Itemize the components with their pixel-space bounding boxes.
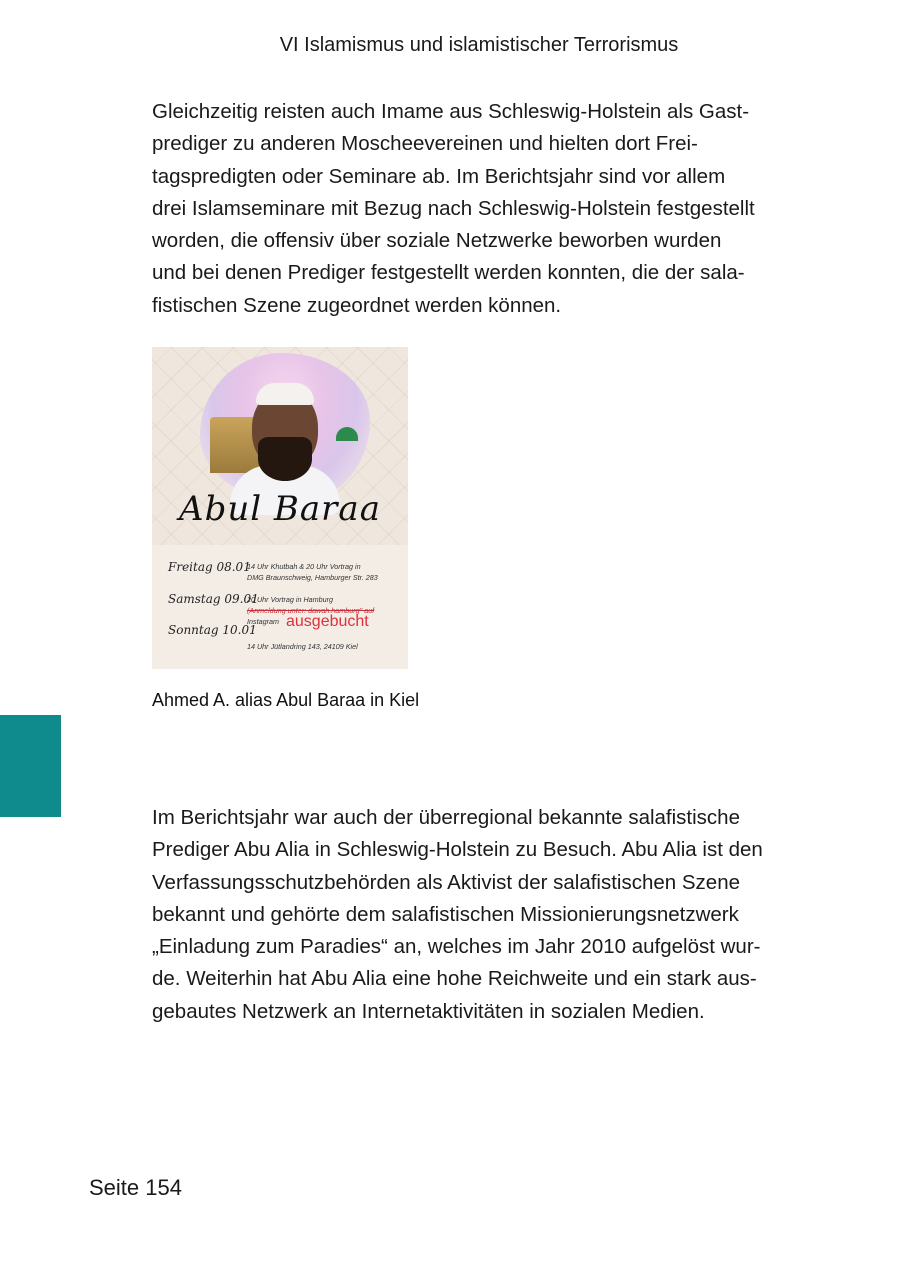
page-number: Seite 154 (89, 1175, 182, 1200)
body-paragraph-2 (152, 802, 812, 1028)
figure-caption: Ahmed A. alias Abul Baraa in Kiel (152, 690, 420, 710)
text-line: Gleichzeitig reisten auch Imame aus Schleswig-Holstein als Gast- (152, 100, 750, 123)
text-line: und bei denen Prediger festgestellt werden konnten, die der sala- (152, 261, 745, 285)
schedule-line: 14 Uhr Khutbah & 20 Uhr Vortrag in (247, 562, 361, 571)
schedule-day: Samstag 09.01 (168, 592, 259, 606)
schedule-line: DMG Braunschweig, Hamburger Str. 283 (247, 573, 378, 582)
booked-out-stamp: ausgebucht (286, 613, 369, 630)
text-line: tagspredigten oder Seminare ab. Im Berichtsjahr sind vor allem (152, 164, 726, 188)
text-line: worden, die offensiv über soziale Netzwerke beworben wurden (152, 229, 722, 253)
schedule-line: Instagram (247, 617, 279, 626)
text-line: bekannt und gehörte dem salafistischen Missionierungsnetzwerk (152, 902, 739, 926)
preacher-beard-graphic (258, 437, 312, 481)
text-line: Verfassungsschutzbehörden als Aktivist der salafistischen Szene (152, 870, 740, 894)
schedule-day: Sonntag 10.01 (168, 623, 257, 637)
text-line: Prediger Abu Alia in Schleswig-Holstein zu Besuch. Abu Alia ist den (152, 838, 763, 862)
text-line: gebautes Netzwerk an Internetaktivitäten in sozialen Medien. (152, 999, 705, 1023)
flyer-script-name: Abul Baraa (179, 489, 381, 529)
schedule-line: 14 Uhr Jütlandring 143, 24109 Kiel (247, 642, 358, 651)
schedule-line-struck: (Anmeldung unter: dawah.hamburg" auf (247, 606, 375, 615)
event-flyer-image (152, 347, 408, 669)
text-line: „Einladung zum Paradies“ an, welches im Jahr 2010 aufgelöst wur- (152, 935, 761, 959)
schedule-day: Freitag 08.01 (168, 560, 251, 574)
text-line: fistischen Szene zugeordnet werden können. (152, 293, 562, 317)
schedule-line: 20 Uhr Vortrag in Hamburg (247, 595, 334, 604)
text-line: Im Berichtsjahr war auch der überregional bekannte salafistische (152, 806, 740, 829)
preacher-cap-graphic (256, 383, 314, 405)
text-line: drei Islamseminare mit Bezug nach Schleswig-Holstein festgestellt (152, 196, 755, 220)
text-line: de. Weiterhin hat Abu Alia eine hohe Reichweite und ein stark aus- (152, 967, 757, 991)
chapter-side-tab (0, 715, 61, 817)
running-header: VI Islamismus und islamistischer Terrorismus (279, 34, 679, 56)
body-paragraph-1 (152, 96, 812, 322)
text-line: prediger zu anderen Moscheevereinen und hielten dort Frei- (152, 132, 698, 156)
